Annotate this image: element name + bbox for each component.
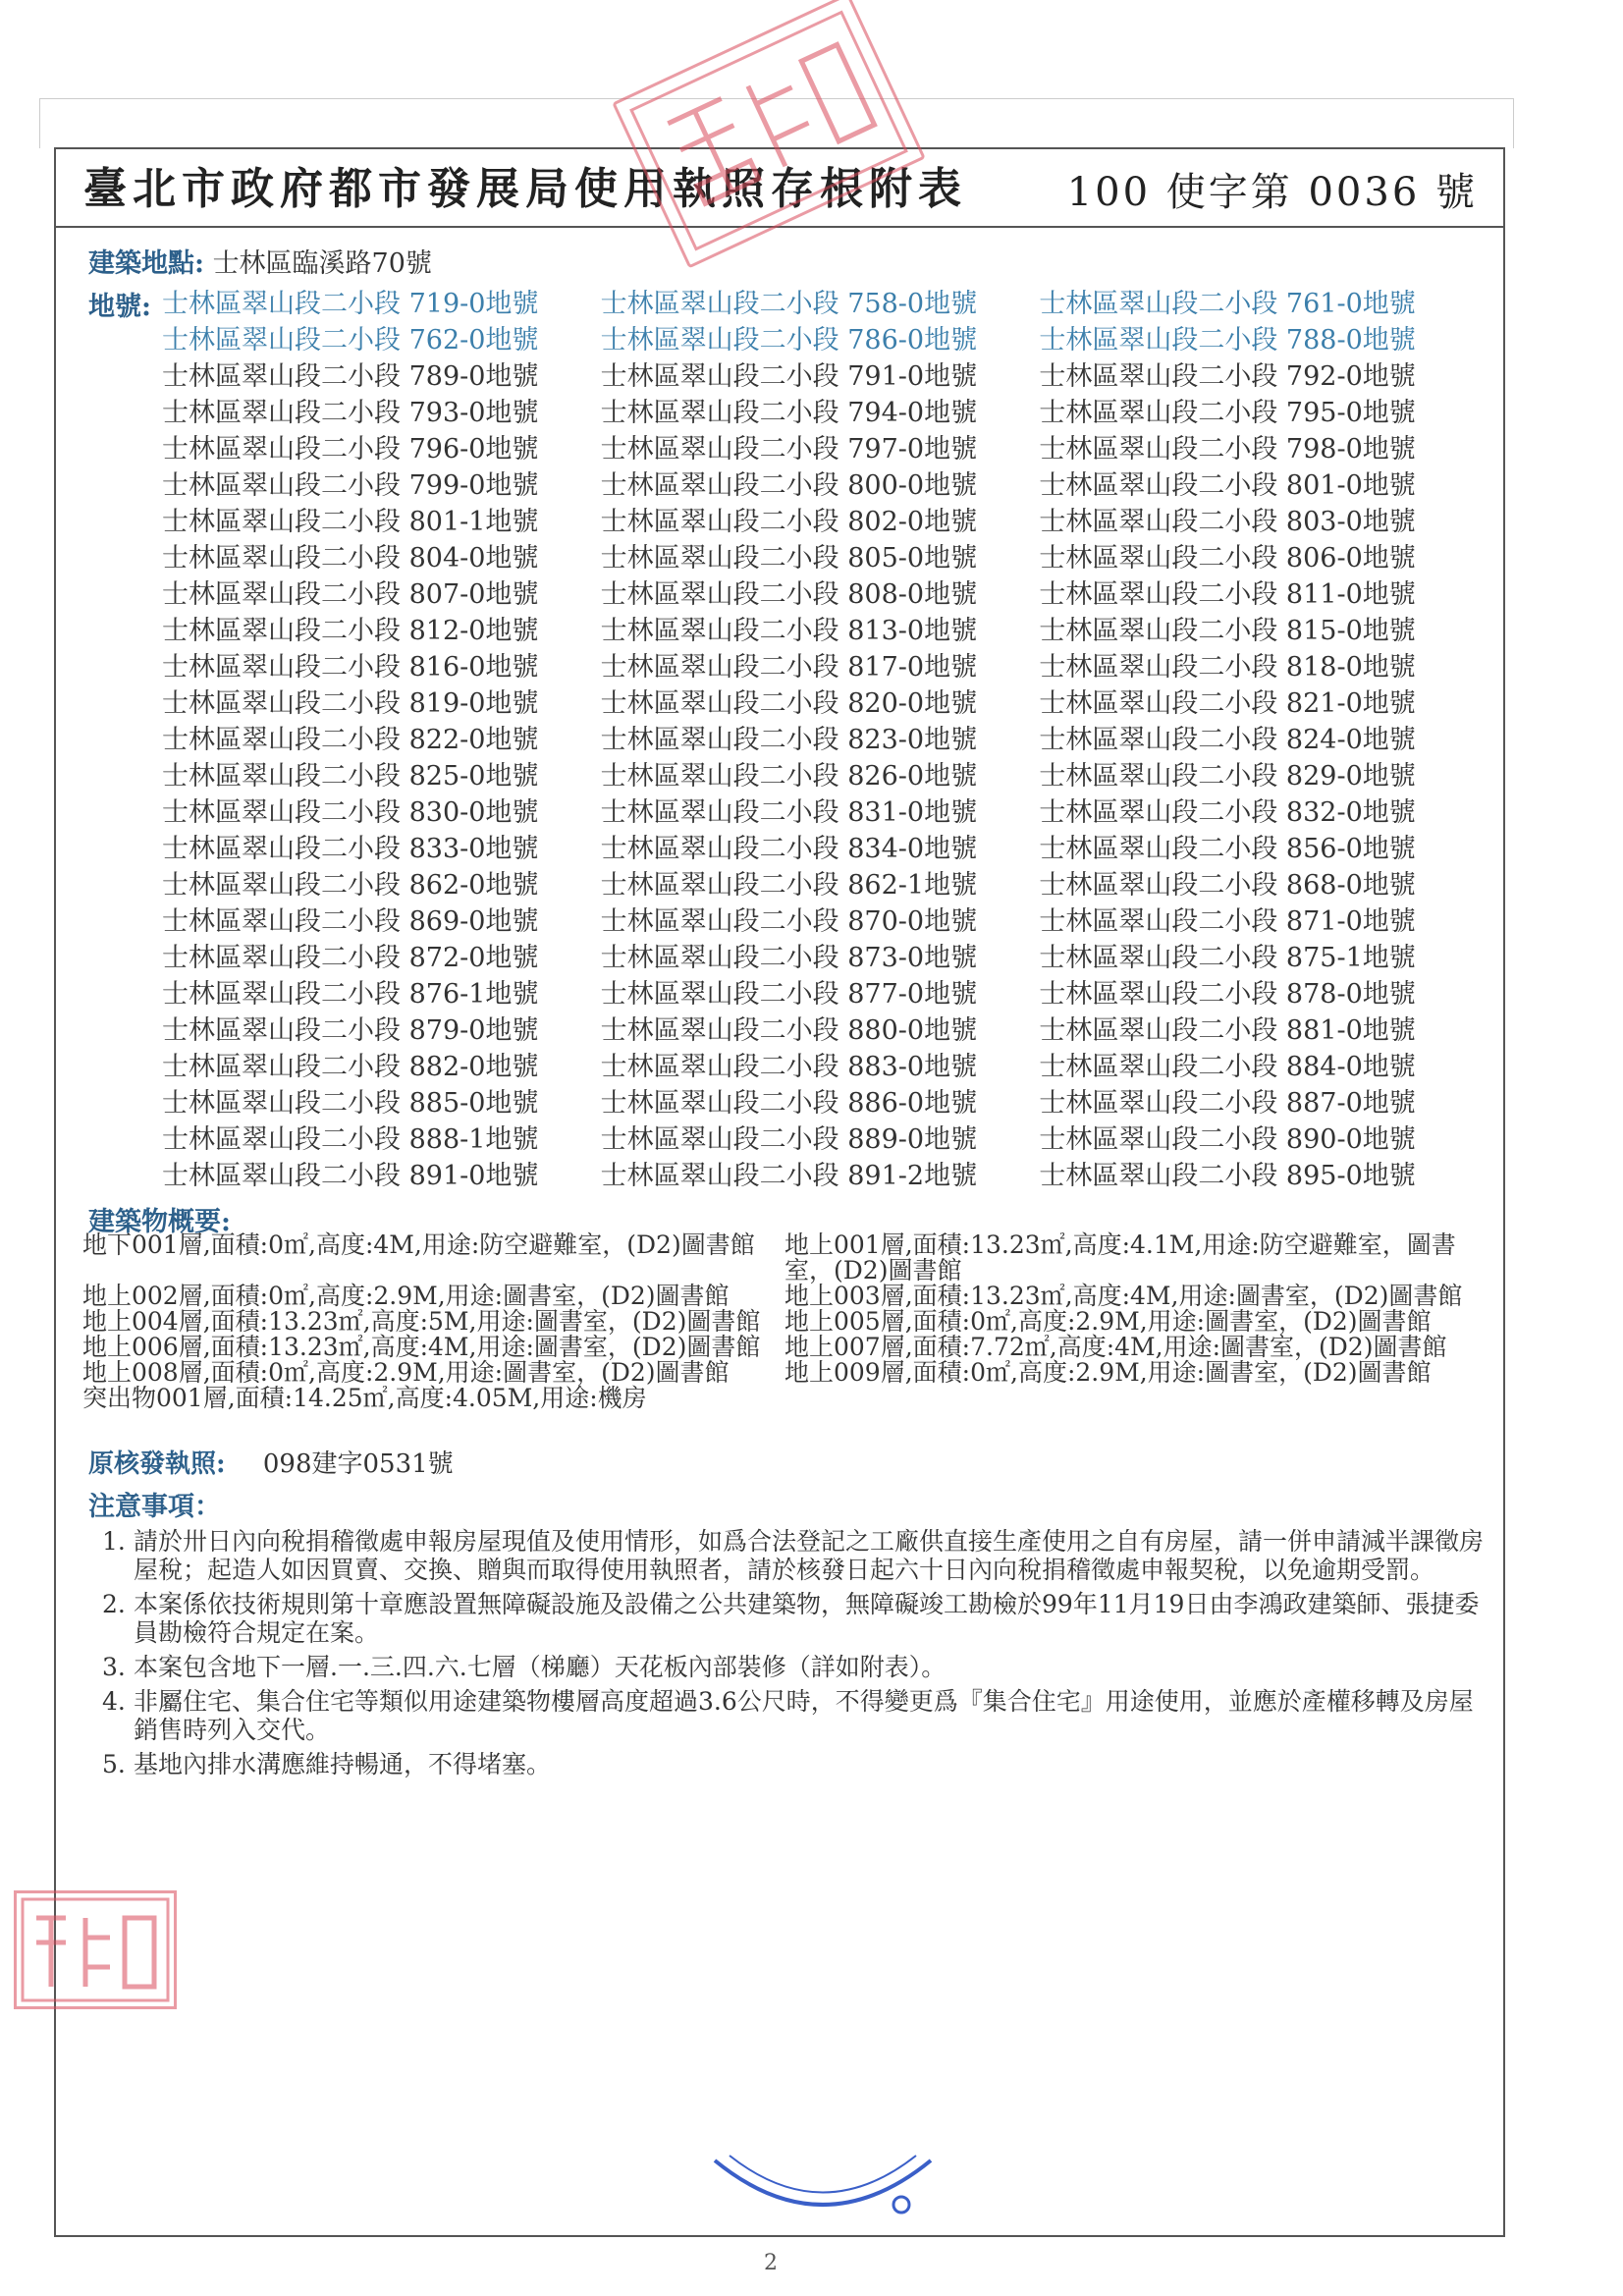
lot-number: 士林區翠山段二小段 891-2地號 bbox=[600, 1161, 978, 1191]
note-item bbox=[102, 1653, 1496, 1681]
lot-number: 士林區翠山段二小段 825-0地號 bbox=[162, 761, 539, 792]
note-item bbox=[102, 1590, 1496, 1647]
lot-row bbox=[162, 901, 1478, 937]
lot-number: 士林區翠山段二小段 832-0地號 bbox=[1039, 797, 1416, 828]
lot-row bbox=[162, 973, 1478, 1010]
lot-row bbox=[162, 1082, 1478, 1119]
lot-number: 士林區翠山段二小段 806-0地號 bbox=[1039, 543, 1416, 574]
lot-row bbox=[162, 574, 1478, 610]
lot-row bbox=[162, 683, 1478, 719]
floor-summary: 地上009層,面積:0㎡,高度:2.9M,用途:圖書室，(D2)圖書館 bbox=[784, 1358, 1432, 1387]
lot-number: 士林區翠山段二小段 831-0地號 bbox=[600, 797, 978, 828]
note-number: 3. bbox=[102, 1653, 126, 1681]
lot-number: 士林區翠山段二小段 890-0地號 bbox=[1039, 1124, 1416, 1155]
lot-number: 士林區翠山段二小段 797-0地號 bbox=[600, 434, 978, 465]
lot-number: 士林區翠山段二小段 796-0地號 bbox=[162, 434, 539, 465]
original-permit-label: 原核發執照: bbox=[88, 1449, 226, 1479]
note-number: 5. bbox=[102, 1750, 126, 1778]
lot-number: 士林區翠山段二小段 789-0地號 bbox=[162, 361, 539, 392]
lot-number: 士林區翠山段二小段 884-0地號 bbox=[1039, 1052, 1416, 1082]
notes-label: 注意事項： bbox=[88, 1492, 221, 1522]
lot-number: 士林區翠山段二小段 876-1地號 bbox=[162, 979, 539, 1010]
lot-row bbox=[162, 355, 1478, 392]
note-item bbox=[102, 1527, 1496, 1584]
lot-number: 士林區翠山段二小段 816-0地號 bbox=[162, 652, 539, 683]
lot-number: 士林區翠山段二小段 819-0地號 bbox=[162, 688, 539, 719]
lot-number: 士林區翠山段二小段 873-0地號 bbox=[600, 943, 978, 973]
lot-number: 士林區翠山段二小段 891-0地號 bbox=[162, 1161, 539, 1191]
lot-number: 士林區翠山段二小段 869-0地號 bbox=[162, 906, 539, 937]
lot-number: 士林區翠山段二小段 871-0地號 bbox=[1039, 906, 1416, 937]
note-text: 基地內排水溝應維持暢通，不得堵塞。 bbox=[134, 1750, 552, 1778]
lot-number: 士林區翠山段二小段 812-0地號 bbox=[162, 616, 539, 646]
lot-row bbox=[162, 465, 1478, 501]
lot-number: 士林區翠山段二小段 719-0地號 bbox=[162, 289, 539, 319]
lot-row bbox=[162, 1119, 1478, 1155]
lot-number: 士林區翠山段二小段 762-0地號 bbox=[162, 325, 539, 355]
lot-row bbox=[162, 1155, 1478, 1191]
building-site-value: 士林區臨溪路70號 bbox=[212, 248, 432, 279]
lot-number: 士林區翠山段二小段 799-0地號 bbox=[162, 470, 539, 501]
lot-row bbox=[162, 428, 1478, 465]
floor-summary bbox=[784, 1386, 1491, 1411]
lot-number: 士林區翠山段二小段 793-0地號 bbox=[162, 398, 539, 428]
lot-number: 士林區翠山段二小段 880-0地號 bbox=[600, 1015, 978, 1046]
lot-number: 士林區翠山段二小段 822-0地號 bbox=[162, 725, 539, 755]
lot-row bbox=[162, 319, 1478, 355]
lot-number: 士林區翠山段二小段 761-0地號 bbox=[1039, 289, 1416, 319]
lot-number: 士林區翠山段二小段 801-1地號 bbox=[162, 507, 539, 537]
building-site bbox=[88, 242, 432, 280]
lot-number: 士林區翠山段二小段 882-0地號 bbox=[162, 1052, 539, 1082]
lot-row bbox=[162, 755, 1478, 792]
building-site-label: 建築地點: bbox=[88, 248, 204, 279]
lot-row bbox=[162, 283, 1478, 319]
lot-number: 士林區翠山段二小段 818-0地號 bbox=[1039, 652, 1416, 683]
lot-number: 士林區翠山段二小段 808-0地號 bbox=[600, 579, 978, 610]
lot-number: 士林區翠山段二小段 795-0地號 bbox=[1039, 398, 1416, 428]
page-title: 臺北市政府都市發展局使用執照存根附表 bbox=[83, 164, 967, 214]
lot-number: 士林區翠山段二小段 788-0地號 bbox=[1039, 325, 1416, 355]
official-seal-left bbox=[14, 1890, 177, 2009]
lot-row bbox=[162, 864, 1478, 901]
note-text: 本案係依技術規則第十章應設置無障礙設施及設備之公共建築物，無障礙竣工勘檢於99年11月19日由李鴻政建築師、張捷委員勘檢符合規定在案。 bbox=[134, 1590, 1480, 1647]
lot-number: 士林區翠山段二小段 862-1地號 bbox=[600, 870, 978, 901]
lot-number: 士林區翠山段二小段 801-0地號 bbox=[1039, 470, 1416, 501]
floor-summary: 地上005層,面積:0㎡,高度:2.9M,用途:圖書室，(D2)圖書館 bbox=[784, 1307, 1432, 1336]
lot-row bbox=[162, 646, 1478, 683]
floor-summary: 地上008層,面積:0㎡,高度:2.9M,用途:圖書室，(D2)圖書館 bbox=[82, 1358, 730, 1387]
floor-summary: 地上006層,面積:13.23㎡,高度:4M,用途:圖書室，(D2)圖書館 bbox=[82, 1333, 761, 1361]
note-number: 4. bbox=[102, 1687, 126, 1716]
permit-number: 100 使字第 0036 號 bbox=[1066, 170, 1478, 215]
lot-number: 士林區翠山段二小段 817-0地號 bbox=[600, 652, 978, 683]
floor-summary: 突出物001層,面積:14.25㎡,高度:4.05M,用途:機房 bbox=[82, 1384, 647, 1412]
lot-number: 士林區翠山段二小段 813-0地號 bbox=[600, 616, 978, 646]
lot-number: 士林區翠山段二小段 875-1地號 bbox=[1039, 943, 1416, 973]
lot-number: 士林區翠山段二小段 800-0地號 bbox=[600, 470, 978, 501]
lot-number: 士林區翠山段二小段 886-0地號 bbox=[600, 1088, 978, 1119]
lot-number: 士林區翠山段二小段 883-0地號 bbox=[600, 1052, 978, 1082]
floor-summary: 地上004層,面積:13.23㎡,高度:5M,用途:圖書室，(D2)圖書館 bbox=[82, 1307, 761, 1336]
floor-summary: 地上003層,面積:13.23㎡,高度:4M,用途:圖書室，(D2)圖書館 bbox=[784, 1282, 1463, 1310]
lot-row bbox=[162, 719, 1478, 755]
lot-number: 士林區翠山段二小段 786-0地號 bbox=[600, 325, 978, 355]
lot-number: 士林區翠山段二小段 868-0地號 bbox=[1039, 870, 1416, 901]
lot-row bbox=[162, 392, 1478, 428]
building-summary-grid bbox=[82, 1232, 1496, 1411]
floor-summary: 地上002層,面積:0㎡,高度:2.9M,用途:圖書室，(D2)圖書館 bbox=[82, 1282, 730, 1310]
lot-number: 士林區翠山段二小段 805-0地號 bbox=[600, 543, 978, 574]
original-permit-value: 098建字0531號 bbox=[262, 1449, 454, 1479]
note-number: 1. bbox=[102, 1527, 126, 1556]
floor-summary: 地上007層,面積:7.72㎡,高度:4M,用途:圖書室，(D2)圖書館 bbox=[784, 1333, 1447, 1361]
lot-row bbox=[162, 501, 1478, 537]
floor-summary: 地下001層,面積:0㎡,高度:4M,用途:防空避難室，(D2)圖書館 bbox=[82, 1230, 755, 1259]
notes-list bbox=[102, 1527, 1496, 1784]
lot-number: 士林區翠山段二小段 824-0地號 bbox=[1039, 725, 1416, 755]
page-number: 2 bbox=[764, 2251, 778, 2275]
lot-number: 士林區翠山段二小段 802-0地號 bbox=[600, 507, 978, 537]
note-text: 本案包含地下一層.一.三.四.六.七層（梯廳）天花板內部裝修（詳如附表）。 bbox=[134, 1653, 947, 1681]
lot-number: 士林區翠山段二小段 877-0地號 bbox=[600, 979, 978, 1010]
lot-number: 士林區翠山段二小段 792-0地號 bbox=[1039, 361, 1416, 392]
lot-number: 士林區翠山段二小段 888-1地號 bbox=[162, 1124, 539, 1155]
lots-label: 地號: bbox=[88, 292, 151, 322]
note-text: 請於卅日內向稅捐稽徵處申報房屋現值及使用情形，如爲合法登記之工廠供直接生產使用之自有房屋，請一併申請減半課徵房屋稅；起造人如因買賣、交換、贈與而取得使用執照者，請於核發日起六十日內向稅捐稽徵處申報契稅，以免逾期受罰。 bbox=[134, 1527, 1485, 1584]
lot-number: 士林區翠山段二小段 758-0地號 bbox=[600, 289, 978, 319]
lot-number-list bbox=[162, 283, 1478, 1191]
lot-row bbox=[162, 610, 1478, 646]
lot-number: 士林區翠山段二小段 820-0地號 bbox=[600, 688, 978, 719]
lot-row bbox=[162, 937, 1478, 973]
lot-number: 士林區翠山段二小段 803-0地號 bbox=[1039, 507, 1416, 537]
lot-number: 士林區翠山段二小段 856-0地號 bbox=[1039, 834, 1416, 864]
note-item bbox=[102, 1750, 1496, 1778]
floor-summary: 地上001層,面積:13.23㎡,高度:4.1M,用途:防空避難室，圖書室，(D2)圖書館 bbox=[784, 1230, 1456, 1285]
lot-number: 士林區翠山段二小段 833-0地號 bbox=[162, 834, 539, 864]
note-number: 2. bbox=[102, 1590, 126, 1618]
lot-number: 士林區翠山段二小段 862-0地號 bbox=[162, 870, 539, 901]
lot-number: 士林區翠山段二小段 870-0地號 bbox=[600, 906, 978, 937]
lot-number: 士林區翠山段二小段 821-0地號 bbox=[1039, 688, 1416, 719]
lot-number: 士林區翠山段二小段 791-0地號 bbox=[600, 361, 978, 392]
lot-row bbox=[162, 537, 1478, 574]
note-text: 非屬住宅、集合住宅等類似用途建築物樓層高度超過3.6公尺時，不得變更爲『集合住宅』用途使用，並應於產權移轉及房屋銷售時列入交代。 bbox=[134, 1687, 1474, 1744]
lot-number: 士林區翠山段二小段 829-0地號 bbox=[1039, 761, 1416, 792]
original-permit bbox=[88, 1444, 454, 1480]
lot-number: 士林區翠山段二小段 878-0地號 bbox=[1039, 979, 1416, 1010]
lot-number: 士林區翠山段二小段 872-0地號 bbox=[162, 943, 539, 973]
lot-number: 士林區翠山段二小段 881-0地號 bbox=[1039, 1015, 1416, 1046]
lot-number: 士林區翠山段二小段 794-0地號 bbox=[600, 398, 978, 428]
lot-number: 士林區翠山段二小段 826-0地號 bbox=[600, 761, 978, 792]
lot-row bbox=[162, 1046, 1478, 1082]
lot-number: 士林區翠山段二小段 804-0地號 bbox=[162, 543, 539, 574]
lot-number: 士林區翠山段二小段 830-0地號 bbox=[162, 797, 539, 828]
lot-number: 士林區翠山段二小段 823-0地號 bbox=[600, 725, 978, 755]
lot-number: 士林區翠山段二小段 889-0地號 bbox=[600, 1124, 978, 1155]
note-item bbox=[102, 1687, 1496, 1744]
lot-number: 士林區翠山段二小段 807-0地號 bbox=[162, 579, 539, 610]
lot-number: 士林區翠山段二小段 895-0地號 bbox=[1039, 1161, 1416, 1191]
lot-row bbox=[162, 1010, 1478, 1046]
lot-row bbox=[162, 792, 1478, 828]
lot-number: 士林區翠山段二小段 879-0地號 bbox=[162, 1015, 539, 1046]
lot-number: 士林區翠山段二小段 834-0地號 bbox=[600, 834, 978, 864]
building-summary-label: 建築物概要: bbox=[88, 1207, 231, 1237]
lot-number: 士林區翠山段二小段 885-0地號 bbox=[162, 1088, 539, 1119]
lot-number: 士林區翠山段二小段 811-0地號 bbox=[1039, 579, 1416, 610]
lot-number: 士林區翠山段二小段 815-0地號 bbox=[1039, 616, 1416, 646]
blue-stamp bbox=[705, 2151, 941, 2239]
building-summary bbox=[82, 1232, 1496, 1411]
lot-number: 士林區翠山段二小段 887-0地號 bbox=[1039, 1088, 1416, 1119]
lot-number: 士林區翠山段二小段 798-0地號 bbox=[1039, 434, 1416, 465]
lot-row bbox=[162, 828, 1478, 864]
